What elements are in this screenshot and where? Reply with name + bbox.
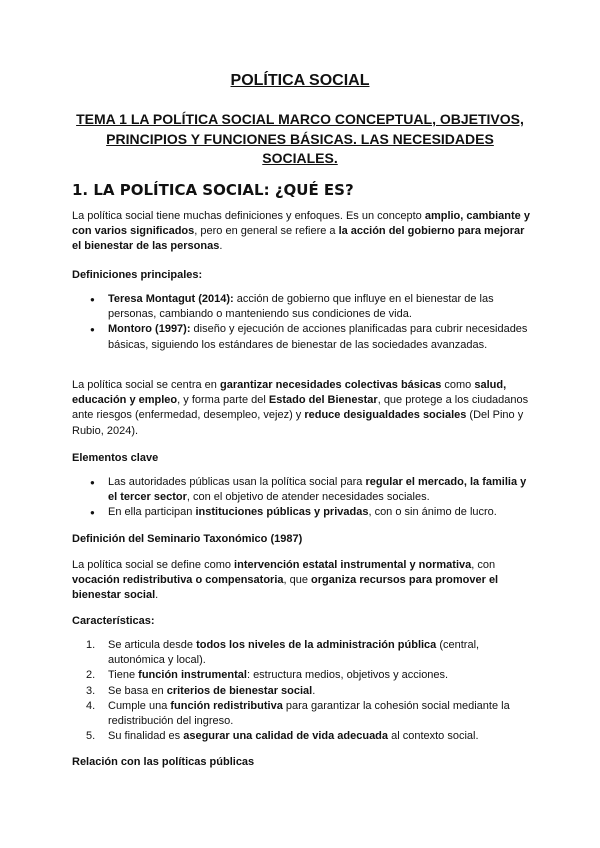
text-run: , que protege a los ciudadanos ante riesgos (enfermedad, desempleo, vejez) y — [72, 394, 529, 422]
key-elements-list — [72, 475, 530, 521]
list-item — [72, 668, 530, 683]
text-run: Su finalidad es — [108, 730, 184, 743]
bold-text: función redistributiva — [170, 699, 283, 712]
list-item — [72, 729, 530, 744]
text-run: diseño y ejecución de acciones planificadas para cubrir necesidades básicas, siguiendo los estándares de bienestar de las sociedades avanzadas. — [108, 323, 528, 351]
topic-title: TEMA 1 LA POLÍTICA SOCIAL MARCO CONCEPTUAL, OBJETIVOS, PRINCIPIOS Y FUNCIONES BÁSICAS. LAS NECESIDADES SOCIALES. — [76, 111, 524, 166]
bold-text: garantizar necesidades colectivas básicas — [219, 379, 442, 391]
list-item — [72, 684, 530, 699]
section-heading: 1. LA POLÍTICA SOCIAL: ¿QUÉ ES? — [72, 181, 354, 199]
bold-text: función instrumental — [138, 669, 247, 682]
characteristics-heading: Características: — [72, 615, 155, 627]
text-run: . — [312, 684, 316, 697]
bold-text: la acción del gobierno para mejorar el bienestar de las personas — [72, 225, 525, 253]
characteristics-list — [72, 638, 530, 744]
seminar-definition-paragraph — [72, 558, 530, 604]
list-item — [72, 322, 530, 352]
bullet-icon: ● — [90, 508, 95, 518]
definitions-list — [72, 292, 530, 353]
text-run: (central, autonómica y local). — [108, 639, 480, 667]
bold-text: vocación redistributiva o compensatoria — [72, 574, 284, 587]
text-run: . — [219, 240, 223, 253]
list-item — [72, 505, 530, 520]
list-number: 1. — [86, 639, 96, 651]
bold-text: Estado del Bienestar — [268, 394, 378, 407]
bold-text: organiza recursos para promover el bienestar social — [72, 574, 499, 602]
bullet-icon: ● — [90, 478, 95, 487]
welfare-paragraph — [72, 378, 530, 439]
key-elements-heading: Elementos clave — [72, 452, 159, 464]
list-item — [72, 292, 530, 322]
text-run: Las autoridades públicas usan la política social para — [108, 476, 366, 488]
bold-text: regular el mercado, la familia y el tercer sector — [108, 476, 527, 504]
text-run: (Del Pino y Rubio, 2024). — [72, 409, 524, 437]
text-run: En ella participan — [108, 506, 196, 519]
list-number: 5. — [86, 730, 96, 743]
text-run: : estructura medios, objetivos y acciones. — [246, 669, 449, 682]
list-number: 3. — [86, 684, 96, 697]
text-run: Tiene — [108, 669, 139, 682]
list-number: 2. — [86, 669, 96, 682]
text-run: , y forma parte del — [177, 394, 269, 407]
bold-text: salud, educación y empleo — [72, 379, 507, 407]
text-run: , con o sin ánimo de lucro. — [368, 506, 497, 519]
text-run: Se basa en — [108, 684, 167, 697]
bold-text: todos los niveles de la administración pública — [196, 639, 437, 651]
bold-text: instituciones públicas y privadas — [195, 506, 369, 519]
bullet-icon: ● — [90, 325, 95, 335]
bullet-icon: ● — [90, 295, 95, 304]
bold-text: Teresa Montagut (2014): — [108, 293, 234, 305]
text-run: La política social se define como — [72, 559, 235, 571]
intro-paragraph — [72, 209, 530, 255]
bold-text: intervención estatal instrumental y normativa — [234, 559, 472, 571]
text-run: , con — [471, 559, 496, 571]
bold-text: criterios de bienestar social — [166, 684, 313, 697]
text-run: para garantizar la cohesión social mediante la redistribución del ingreso. — [108, 699, 510, 728]
list-number: 4. — [86, 699, 96, 712]
bold-text: asegurar una calidad de vida adecuada — [183, 730, 389, 743]
document-title: POLÍTICA SOCIAL — [230, 72, 370, 89]
text-run: Cumple una — [108, 699, 171, 712]
text-run: , que — [283, 574, 312, 587]
text-run: , pero en general se refiere a — [194, 225, 339, 238]
list-item — [72, 475, 530, 505]
bold-text: reduce desigualdades sociales — [304, 409, 467, 422]
definitions-heading: Definiciones principales: — [72, 269, 203, 281]
text-run: . — [155, 589, 159, 602]
list-item — [72, 699, 530, 729]
bold-text: Montoro (1997): — [108, 323, 191, 336]
text-run: , con el objetivo de atender necesidades sociales. — [186, 491, 430, 504]
text-run: acción de gobierno que influye en el bienestar de las personas, cambiando o manteniendo sus condiciones de vida. — [108, 293, 494, 321]
public-policies-heading: Relación con las políticas públicas — [72, 756, 255, 768]
list-item — [72, 638, 530, 668]
text-run: como — [441, 379, 475, 391]
text-run: La política social se centra en — [72, 379, 220, 391]
text-run: Se articula desde — [108, 639, 197, 651]
text-run: al contexto social. — [388, 730, 479, 743]
text-run: La política social tiene muchas definiciones y enfoques. Es un concepto — [72, 210, 425, 222]
seminar-definition-heading: Definición del Seminario Taxonómico (1987) — [72, 533, 303, 545]
bold-text: amplio, cambiante y con varios significados — [72, 210, 530, 238]
